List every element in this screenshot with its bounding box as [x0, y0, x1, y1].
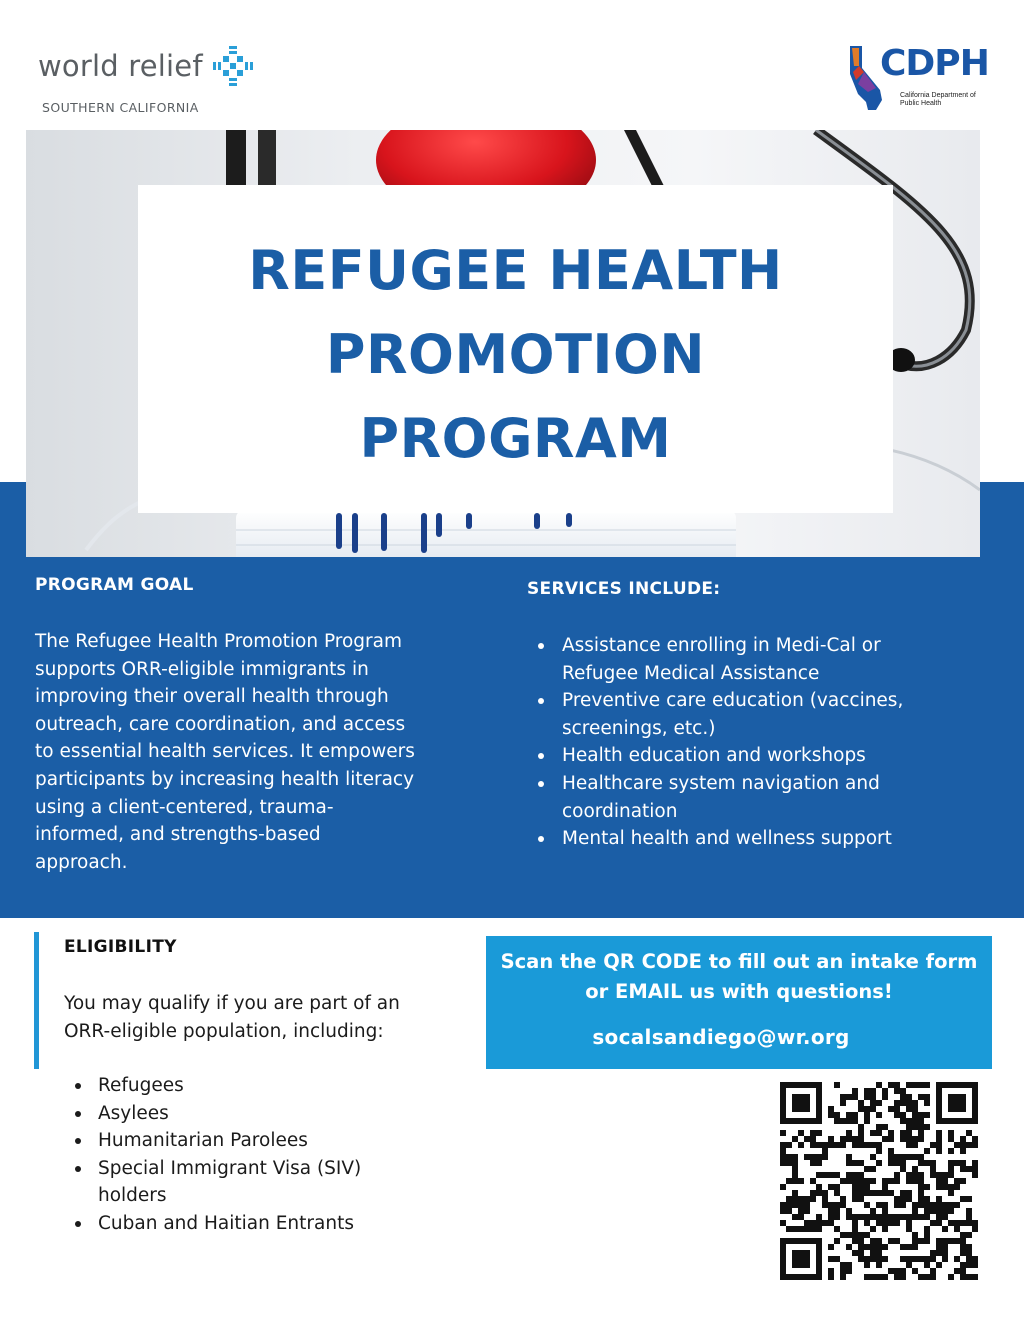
- page-title: REFUGEE HEALTH PROMOTION PROGRAM: [248, 239, 783, 470]
- bullet-icon: [75, 1111, 81, 1117]
- cdph-acronym: CDPH: [880, 43, 989, 84]
- contact-callout: [486, 936, 992, 1069]
- contact-email-link[interactable]: socalsandiego@wr.org: [592, 1025, 850, 1049]
- bullet-icon: [538, 781, 544, 787]
- bullet-icon: [75, 1166, 81, 1172]
- bullet-icon: [538, 836, 544, 842]
- list-item: Cuban and Haitian Entrants: [72, 1210, 452, 1238]
- cdph-full-name: California Department of Public Health: [900, 92, 976, 107]
- list-item: Mental health and wellness support: [536, 825, 956, 853]
- bullet-icon: [538, 698, 544, 704]
- eligibility-list: [72, 1072, 452, 1238]
- list-item: Humanitarian Parolees: [72, 1127, 452, 1155]
- eligibility-intro: You may qualify if you are part of an ORR-eligible population, including:: [64, 993, 400, 1042]
- list-item: Healthcare system navigation and coordination: [536, 770, 956, 825]
- list-item: Preventive care education (vaccines, screenings, etc.): [536, 687, 956, 742]
- org-name: world relief: [38, 49, 203, 83]
- bullet-icon: [538, 753, 544, 759]
- services-heading: SERVICES INCLUDE:: [527, 579, 721, 599]
- bullet-icon: [75, 1083, 81, 1089]
- bullet-icon: [538, 643, 544, 649]
- title-card: [138, 185, 893, 513]
- list-item: Health education and workshops: [536, 742, 956, 770]
- world-relief-cross-icon: [211, 44, 255, 88]
- eligibility-accent-bar: [34, 932, 39, 1069]
- eligibility-heading: ELIGIBILITY: [64, 937, 177, 957]
- program-goal-heading: PROGRAM GOAL: [35, 575, 194, 595]
- qr-code-icon[interactable]: [780, 1082, 978, 1280]
- services-list: [536, 632, 956, 853]
- cdph-logo: [846, 43, 989, 114]
- list-item: Refugees: [72, 1072, 452, 1100]
- list-item: Special Immigrant Visa (SIV) holders: [72, 1155, 452, 1210]
- cta-line-2: or EMAIL us with questions!: [585, 980, 893, 1003]
- world-relief-logo: [38, 44, 255, 115]
- org-region: SOUTHERN CALIFORNIA: [42, 100, 199, 115]
- bullet-icon: [75, 1138, 81, 1144]
- program-goal-text: The Refugee Health Promotion Program supports ORR-eligible immigrants in improving their overall health through outreach, care coordination, and access to essential health services. It empowers participants by increasing health literacy using a client-centered, trauma- informed, and strengths-based approach.: [35, 631, 415, 873]
- list-item: Asylees: [72, 1100, 452, 1128]
- bullet-icon: [75, 1221, 81, 1227]
- list-item: Assistance enrolling in Medi-Cal or Refugee Medical Assistance: [536, 632, 956, 687]
- cta-line-1: Scan the QR CODE to fill out an intake form: [500, 950, 978, 973]
